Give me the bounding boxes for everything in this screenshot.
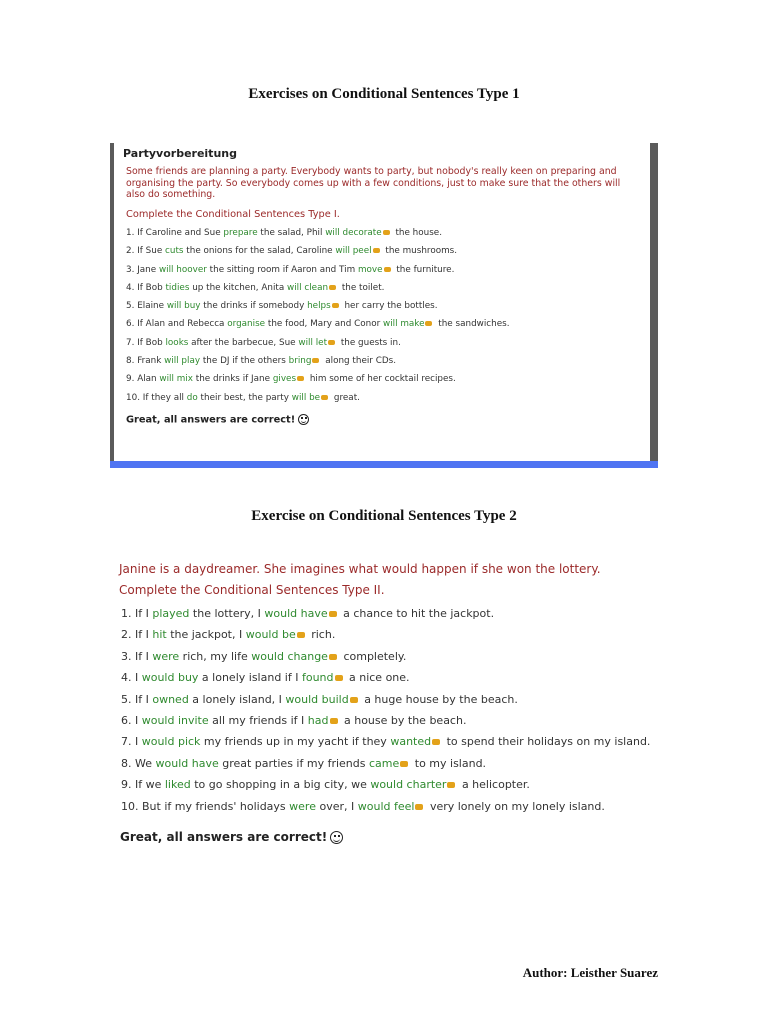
sentence-text: the drinks if somebody bbox=[200, 301, 308, 312]
sentence-text: 6. If Alan and Rebecca bbox=[126, 319, 228, 330]
feedback-bubble-icon[interactable] bbox=[335, 675, 343, 681]
feedback-bubble-icon[interactable] bbox=[432, 739, 440, 745]
sentence-text: the sitting room if Aaron and Tim bbox=[206, 264, 358, 275]
exercise1-heading: Partyvorbereitung bbox=[123, 147, 237, 160]
sentence-text: the toilet. bbox=[339, 282, 385, 293]
answer-text: would charter bbox=[370, 778, 447, 792]
answer-text: will decorate bbox=[325, 228, 382, 238]
answer-text: helps bbox=[307, 301, 331, 312]
feedback-bubble-icon[interactable] bbox=[384, 267, 391, 272]
sentence-text: 10. But if my friends' holidays bbox=[121, 799, 290, 813]
sentence-text: her carry the bottles. bbox=[341, 301, 438, 312]
sentence-text: 10. If they all bbox=[126, 392, 187, 403]
sentence-text: up the kitchen, Anita bbox=[189, 282, 288, 293]
sentence-text: after the barbecue, Sue bbox=[188, 337, 299, 348]
answer-text: would be bbox=[245, 628, 296, 642]
answer-text: will buy bbox=[166, 301, 201, 312]
sentence-text: a lonely island, I bbox=[188, 692, 286, 706]
answer-text: would have bbox=[155, 756, 219, 770]
answer-text: would feel bbox=[357, 799, 415, 813]
exercise2-intro: Janine is a daydreamer. She imagines what would happen if she won the lottery. bbox=[119, 562, 601, 576]
feedback-bubble-icon[interactable] bbox=[329, 285, 336, 290]
list-item bbox=[121, 671, 650, 692]
exercise1-bottom-bar bbox=[110, 461, 658, 468]
exercise2-list bbox=[121, 607, 650, 821]
answer-text: will play bbox=[164, 356, 201, 367]
list-item bbox=[126, 301, 510, 319]
sentence-text: very lonely on my lonely island. bbox=[426, 799, 605, 813]
sentence-text: a huge house by the beach. bbox=[360, 692, 518, 706]
list-item bbox=[121, 607, 650, 628]
answer-text: hit bbox=[152, 628, 167, 642]
answer-text: would buy bbox=[141, 671, 199, 685]
answer-text: bring bbox=[288, 356, 312, 367]
feedback-bubble-icon[interactable] bbox=[400, 761, 408, 767]
answer-text: played bbox=[152, 607, 190, 620]
sentence-text: great parties if my friends bbox=[218, 756, 369, 770]
list-item bbox=[126, 393, 510, 411]
answer-text: gives bbox=[272, 374, 297, 385]
sentence-text: along their CDs. bbox=[322, 356, 397, 367]
answer-text: will mix bbox=[159, 374, 193, 385]
answer-text: wanted bbox=[390, 735, 432, 749]
exercise2-result bbox=[120, 830, 343, 844]
answer-text: prepare bbox=[223, 228, 258, 238]
feedback-bubble-icon[interactable] bbox=[447, 782, 455, 788]
sentence-text: all my friends if I bbox=[208, 713, 308, 727]
sentence-text: the jackpot, I bbox=[166, 628, 246, 642]
sentence-text: 1. If Caroline and Sue bbox=[126, 228, 224, 238]
list-item bbox=[126, 356, 510, 374]
sentence-text: 4. I bbox=[121, 671, 142, 685]
answer-text: would build bbox=[285, 692, 349, 706]
sentence-text: a helicopter. bbox=[458, 778, 530, 792]
sentence-text: 7. If Bob bbox=[126, 337, 166, 348]
sentence-text: over, I bbox=[315, 799, 358, 813]
feedback-bubble-icon[interactable] bbox=[350, 697, 358, 703]
sentence-text: the onions for the salad, Caroline bbox=[183, 246, 336, 257]
feedback-bubble-icon[interactable] bbox=[321, 395, 328, 400]
list-item bbox=[121, 800, 650, 821]
list-item bbox=[126, 283, 510, 301]
sentence-text: 7. I bbox=[121, 735, 142, 749]
sentence-text: a nice one. bbox=[345, 671, 410, 685]
answer-text: owned bbox=[152, 692, 189, 706]
exercise1-result-text: Great, all answers are correct! bbox=[126, 414, 296, 426]
answer-text: will clean bbox=[287, 282, 329, 293]
sentence-text: great. bbox=[331, 392, 360, 403]
sentence-text: the food, Mary and Conor bbox=[265, 319, 383, 330]
answer-text: were bbox=[289, 799, 316, 813]
list-item bbox=[121, 735, 650, 756]
answer-text: were bbox=[152, 649, 180, 663]
sentence-text: a chance to hit the jackpot. bbox=[339, 607, 495, 620]
sentence-text: their best, the party bbox=[197, 392, 292, 403]
answer-text: will be bbox=[291, 392, 321, 403]
feedback-bubble-icon[interactable] bbox=[297, 632, 305, 638]
sentence-text: rich, my life bbox=[179, 649, 252, 663]
sentence-text: 1. If I bbox=[121, 607, 153, 620]
sentence-text: 6. I bbox=[121, 713, 142, 727]
feedback-bubble-icon[interactable] bbox=[297, 376, 304, 381]
answer-text: would invite bbox=[141, 713, 209, 727]
sentence-text: 3. Jane bbox=[126, 264, 159, 275]
list-item bbox=[121, 628, 650, 649]
list-item bbox=[126, 374, 510, 392]
sentence-text: 9. Alan bbox=[126, 374, 160, 385]
feedback-bubble-icon[interactable] bbox=[373, 248, 380, 253]
list-item bbox=[121, 693, 650, 714]
sentence-text: 3. If I bbox=[121, 649, 153, 663]
list-item bbox=[121, 714, 650, 735]
feedback-bubble-icon[interactable] bbox=[329, 611, 337, 617]
exercise1-panel bbox=[114, 143, 650, 461]
sentence-text: the lottery, I bbox=[189, 607, 265, 620]
exercise1-instruction: Complete the Conditional Sentences Type I. bbox=[126, 209, 340, 220]
answer-text: will let bbox=[298, 337, 328, 348]
sentence-text: the sandwiches. bbox=[435, 319, 510, 330]
list-item bbox=[121, 650, 650, 671]
answer-text: looks bbox=[165, 337, 189, 348]
feedback-bubble-icon[interactable] bbox=[330, 718, 338, 724]
feedback-bubble-icon[interactable] bbox=[425, 321, 432, 326]
list-item bbox=[126, 338, 510, 356]
sentence-text: 4. If Bob bbox=[126, 282, 166, 293]
answer-text: would change bbox=[251, 649, 328, 663]
sentence-text: the guests in. bbox=[338, 337, 401, 348]
answer-text: move bbox=[357, 264, 383, 275]
sentence-text: to my island. bbox=[411, 756, 487, 770]
answer-text: do bbox=[186, 392, 198, 403]
sentence-text: a lonely island if I bbox=[198, 671, 302, 685]
feedback-bubble-icon[interactable] bbox=[332, 303, 339, 308]
sentence-text: 8. We bbox=[121, 756, 156, 770]
list-item bbox=[126, 265, 510, 283]
exercise1-screenshot bbox=[110, 143, 658, 468]
exercise2-title: Exercise on Conditional Sentences Type 2 bbox=[251, 508, 517, 524]
answer-text: tidies bbox=[165, 282, 190, 293]
sentence-text: rich. bbox=[307, 628, 336, 642]
sentence-text: to spend their holidays on my island. bbox=[443, 735, 651, 749]
sentence-text: 2. If I bbox=[121, 628, 153, 642]
exercise1-intro: Some friends are planning a party. Everybody wants to party, but nobody's really keen on preparing and organising the party. So everybody comes up with a few conditions, just to make sure that the others will also do something. bbox=[126, 166, 621, 200]
sentence-text: 8. Frank bbox=[126, 356, 165, 367]
sentence-text: the furniture. bbox=[393, 264, 455, 275]
sentence-text: my friends up in my yacht if they bbox=[200, 735, 391, 749]
smiley-icon bbox=[298, 414, 309, 425]
feedback-bubble-icon[interactable] bbox=[383, 230, 390, 235]
list-item bbox=[121, 757, 650, 778]
feedback-bubble-icon[interactable] bbox=[328, 340, 335, 345]
answer-text: will hoover bbox=[158, 264, 207, 275]
list-item bbox=[126, 319, 510, 337]
author-line: Author: Leisther Suarez bbox=[522, 965, 658, 980]
feedback-bubble-icon[interactable] bbox=[329, 654, 337, 660]
sentence-text: to go shopping in a big city, we bbox=[190, 778, 371, 792]
answer-text: would have bbox=[264, 607, 328, 620]
sentence-text: 9. If we bbox=[121, 778, 165, 792]
exercise1-result bbox=[126, 414, 309, 426]
sentence-text: the mushrooms. bbox=[382, 246, 458, 257]
answer-text: would pick bbox=[141, 735, 201, 749]
list-item bbox=[126, 246, 510, 264]
sentence-text: a house by the beach. bbox=[340, 713, 467, 727]
answer-text: liked bbox=[164, 778, 191, 792]
answer-text: organise bbox=[227, 319, 266, 330]
exercise2-instruction: Complete the Conditional Sentences Type II. bbox=[119, 583, 385, 597]
feedback-bubble-icon[interactable] bbox=[312, 358, 319, 363]
sentence-text: completely. bbox=[339, 649, 407, 663]
answer-text: will make bbox=[383, 319, 425, 330]
sentence-text: 5. If I bbox=[121, 692, 153, 706]
sentence-text: the DJ if the others bbox=[200, 356, 289, 367]
sentence-text: him some of her cocktail recipes. bbox=[307, 374, 456, 385]
exercise1-list bbox=[126, 228, 510, 411]
sentence-text: the salad, Phil bbox=[257, 228, 326, 238]
sentence-text: the house. bbox=[392, 228, 443, 238]
answer-text: will peel bbox=[335, 246, 372, 257]
feedback-bubble-icon[interactable] bbox=[415, 804, 423, 810]
list-item bbox=[126, 228, 510, 246]
sentence-text: 2. If Sue bbox=[126, 246, 166, 257]
answer-text: came bbox=[368, 756, 400, 770]
list-item bbox=[121, 778, 650, 799]
answer-text: had bbox=[307, 713, 329, 727]
smiley-icon bbox=[330, 831, 343, 844]
exercise1-title: Exercises on Conditional Sentences Type 1 bbox=[248, 86, 520, 102]
answer-text: found bbox=[301, 671, 334, 685]
sentence-text: 5. Elaine bbox=[126, 301, 167, 312]
sentence-text: the drinks if Jane bbox=[192, 374, 273, 385]
answer-text: cuts bbox=[165, 246, 184, 257]
exercise2-result-text: Great, all answers are correct! bbox=[120, 830, 328, 844]
